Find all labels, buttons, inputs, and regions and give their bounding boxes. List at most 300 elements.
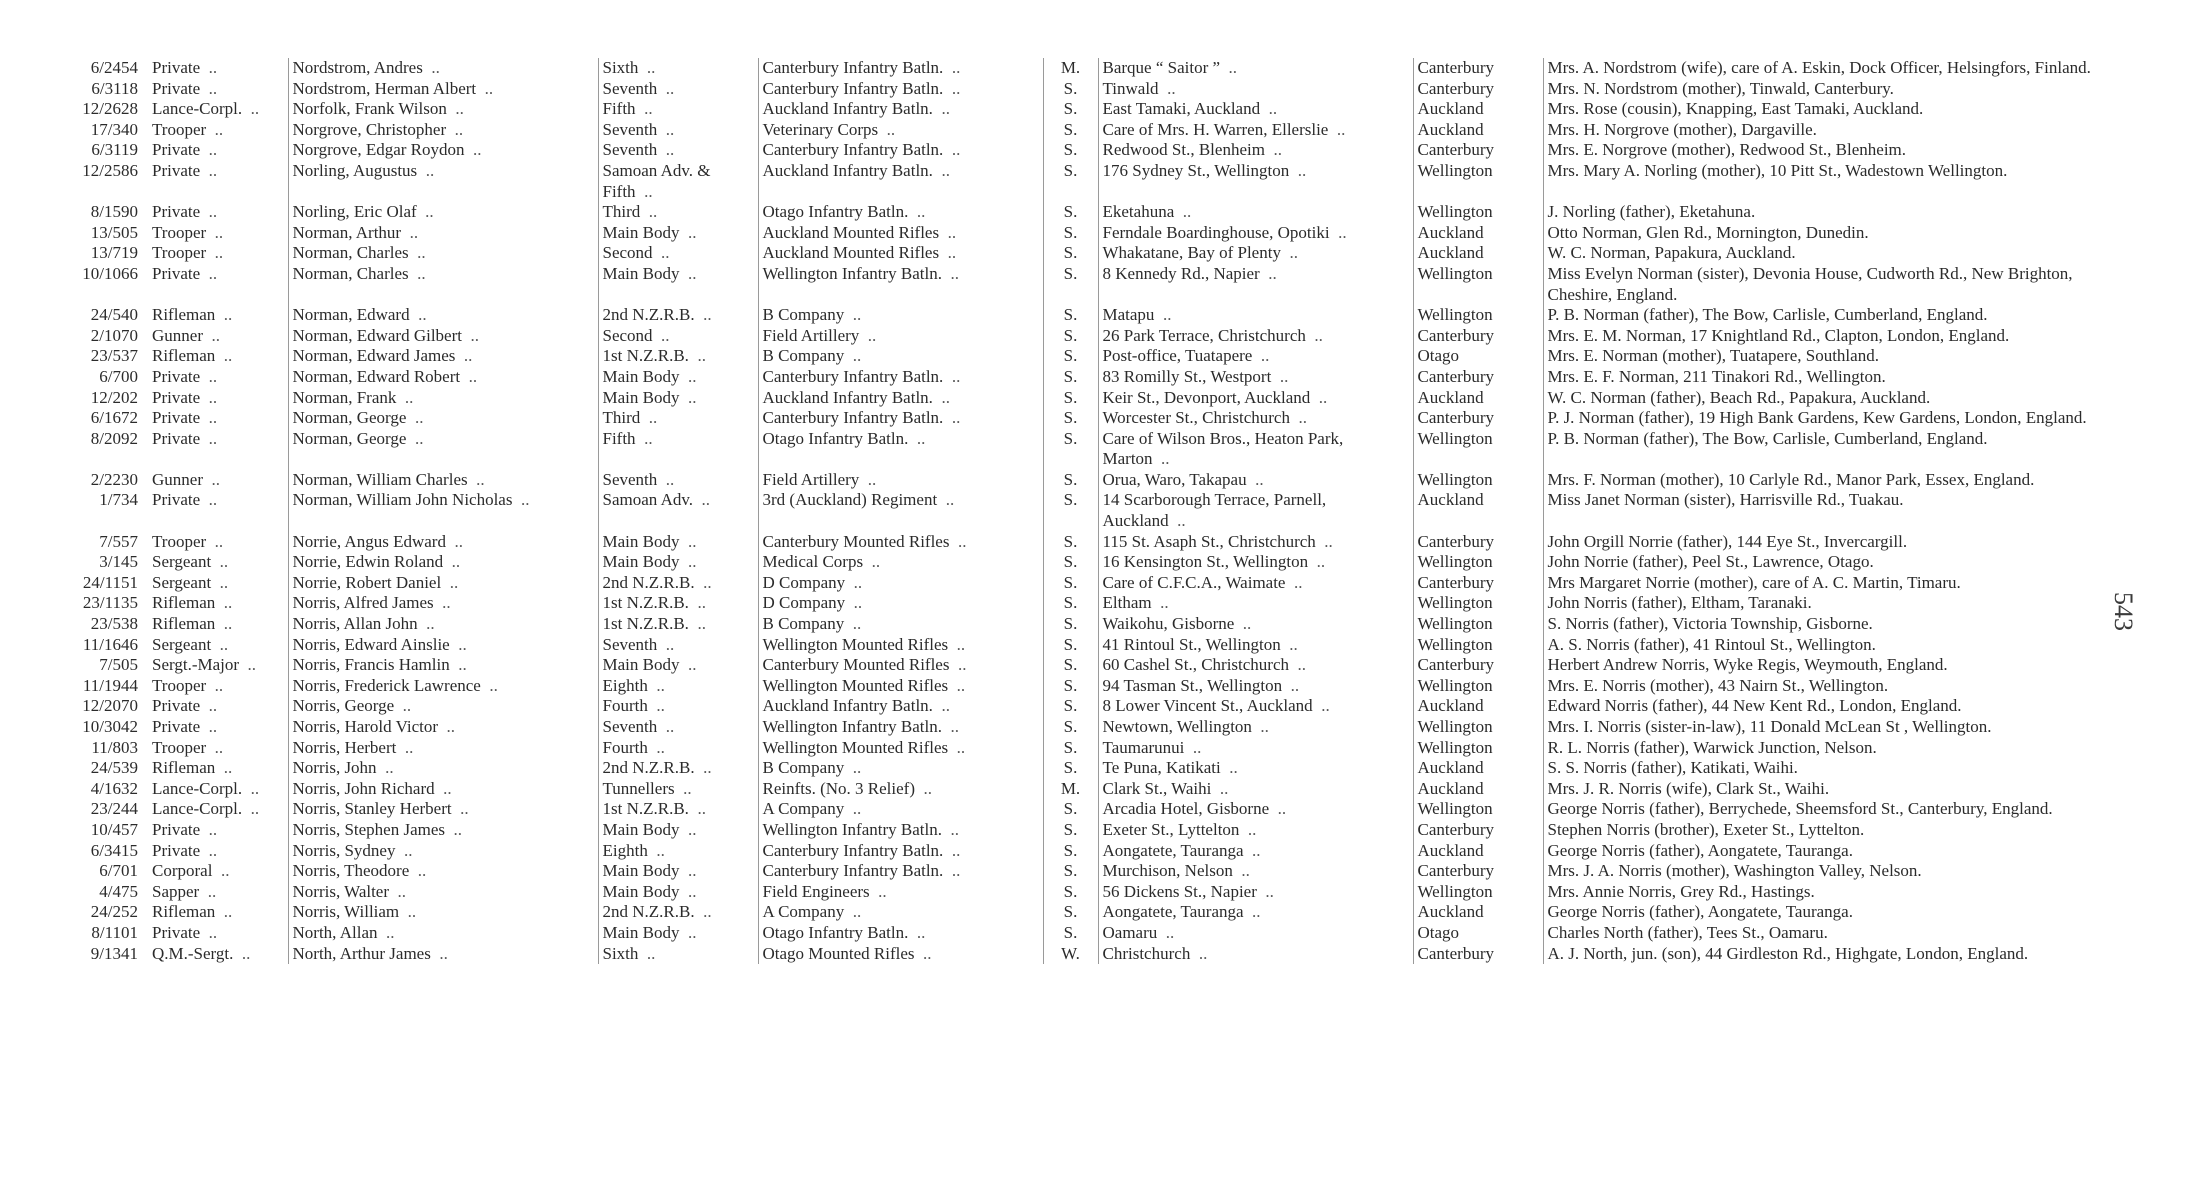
roll-cell-rank [148,573,288,594]
leader-dots: .. [200,717,218,736]
corps-text: Canterbury Infantry Batln. [762,58,944,77]
roll-cell-marital-status [1043,367,1098,388]
roll-cell-next-of-kin [1543,388,2138,409]
roll-cell-regimental-number [58,79,148,100]
roll-cell-draft-unit [598,346,758,367]
roll-cell-rank [148,902,288,923]
roll-cell-corps [758,243,1043,264]
roll-cell-last-address [1098,120,1413,141]
roll-cell-soldier-name [288,573,598,594]
district-text: Auckland [1417,778,1484,798]
regimental-number-text: 6/3119 [91,140,138,160]
roll-cell-soldier-name [288,161,598,202]
rank-text: Private [152,490,201,510]
roll-cell-rank [148,779,288,800]
roll-cell-rank [148,820,288,841]
next-of-kin-text: Charles North (father), Tees St., Oamaru. [1547,922,1828,942]
regimental-number-text: 23/538 [90,614,138,634]
leader-dots: .. [206,119,224,139]
corps-text: B Company [762,346,845,366]
roll-cell-next-of-kin [1543,758,2138,779]
marital-status-text: S. [1063,243,1078,263]
district-text: Wellington [1417,717,1493,736]
roll-cell-regimental-number [58,58,148,79]
corps-text: Canterbury Infantry Batln. [762,366,944,386]
roll-row [58,717,2138,738]
roll-cell-district [1413,614,1543,635]
roll-cell-marital-status [1043,161,1098,202]
roll-cell-corps [758,532,1043,553]
leader-dots: .. [679,531,697,551]
next-of-kin-text: Mrs. J. R. Norris (wife), Clark St., Waihi. [1547,778,1830,798]
last-address-text: Care of C.F.C.A., Waimate [1102,572,1286,592]
leader-dots: .. [200,490,218,510]
soldier-name-text: Norris, John Richard [292,778,435,798]
leader-dots: .. [422,58,440,77]
last-address-text: Clark St., Waihi [1102,778,1212,798]
leader-dots: .. [908,428,926,448]
last-address-text: Eketahuna [1102,202,1175,222]
next-of-kin-text: John Norrie (father), Peel St., Lawrence, Otago. [1547,552,1874,572]
roll-cell-regimental-number [58,676,148,697]
roll-cell-next-of-kin [1543,820,2138,841]
corps-text: A Company [762,902,845,922]
roll-cell-next-of-kin [1543,429,2138,470]
last-address-text: Aongatete, Tauranga [1102,840,1244,860]
roll-cell-corps [758,346,1043,367]
rank-text: Private [152,202,201,222]
district-text: Wellington [1417,737,1493,757]
regimental-number-text: 17/340 [90,119,138,139]
leader-dots: .. [1220,758,1238,778]
soldier-name-text: Norris, William [292,902,400,922]
draft-unit-text: Eighth [602,840,648,860]
roll-cell-last-address [1098,408,1413,429]
draft-unit-text: 2nd N.Z.R.B. [602,305,695,325]
soldier-name-text: Norman, Charles [292,243,409,263]
draft-unit-text: Sixth [602,58,639,77]
rank-text: Private [152,408,201,428]
marital-status-text: S. [1063,222,1078,242]
district-text: Wellington [1417,263,1493,283]
roll-cell-soldier-name [288,944,598,965]
roll-cell-next-of-kin [1543,58,2138,79]
draft-unit-text: Seventh [602,634,658,654]
leader-dots: .. [389,881,407,901]
leader-dots: .. [941,263,959,283]
rank-text: Private [152,160,201,180]
rank-text: Sergt.-Major [152,655,240,675]
draft-unit-text: Seventh [602,717,658,736]
leader-dots: .. [242,799,260,819]
roll-cell-draft-unit [598,367,758,388]
regimental-number-text: 8/1590 [90,202,138,222]
leader-dots: .. [233,943,251,963]
leader-dots: .. [679,366,697,386]
regimental-number-text: 24/540 [90,305,138,325]
corps-text: Auckland Mounted Rifles [762,222,940,242]
rank-text: Sergeant [152,572,212,592]
roll-cell-rank [148,264,288,305]
roll-cell-draft-unit [598,902,758,923]
leader-dots: .. [1184,737,1202,757]
roll-cell-rank [148,696,288,717]
roll-cell-district [1413,635,1543,656]
regimental-number-text: 4/1632 [90,778,138,798]
roll-cell-next-of-kin [1543,408,2138,429]
leader-dots: .. [1220,58,1238,77]
roll-cell-corps [758,326,1043,347]
roll-cell-soldier-name [288,676,598,697]
roll-cell-regimental-number [58,305,148,326]
leader-dots: .. [449,655,467,675]
leader-dots: .. [844,346,862,366]
leader-dots: .. [647,696,665,716]
leader-dots: .. [464,140,482,160]
roll-cell-corps [758,779,1043,800]
roll-row [58,367,2138,388]
roll-cell-soldier-name [288,655,598,676]
last-address-text: Post-office, Tuatapere [1102,346,1253,366]
leader-dots: .. [408,243,426,263]
regimental-number-text: 6/701 [99,861,138,881]
draft-unit-text: Main Body [602,531,680,551]
corps-text: B Company [762,758,845,778]
leader-dots: .. [949,531,967,551]
leader-dots: .. [1329,222,1347,242]
corps-text: Auckland Infantry Batln. [762,387,933,407]
marital-status-text: S. [1063,614,1078,634]
roll-cell-corps [758,635,1043,656]
roll-cell-soldier-name [288,140,598,161]
roll-cell-marital-status [1043,593,1098,614]
roll-cell-rank [148,861,288,882]
roll-cell-corps [758,202,1043,223]
draft-unit-text: Samoan Adv. [602,490,694,510]
roll-cell-district [1413,902,1543,923]
roll-cell-rank [148,161,288,202]
roll-cell-marital-status [1043,120,1098,141]
roll-cell-district [1413,573,1543,594]
next-of-kin-text: W. C. Norman (father), Beach Rd., Papakura, Auckland. [1547,387,1931,407]
roll-cell-marital-status [1043,635,1098,656]
soldier-name-text: North, Arthur James [292,943,431,963]
roll-cell-rank [148,58,288,79]
next-of-kin-text: Mrs Margaret Norrie (mother), care of A. C. Martin, Timaru. [1547,572,1961,592]
soldier-name-text: Norris, Frederick Lawrence [292,675,481,695]
rank-text: Trooper [152,222,207,242]
leader-dots: .. [433,593,451,613]
roll-cell-last-address [1098,470,1413,491]
corps-text: Auckland Infantry Batln. [762,696,933,716]
roll-cell-draft-unit [598,490,758,531]
roll-cell-soldier-name [288,552,598,573]
rank-text: Rifleman [152,305,216,325]
roll-row [58,738,2138,759]
roll-row [58,99,2138,120]
next-of-kin-text: Herbert Andrew Norris, Wyke Regis, Weymouth, England. [1547,655,1948,675]
leader-dots: .. [441,572,459,592]
roll-row [58,944,2138,965]
next-of-kin-text: Mrs. A. Nordstrom (wife), care of A. Eskin, Dock Officer, Helsingfors, Finland. [1547,58,2091,77]
draft-unit-text: Main Body [602,222,680,242]
roll-cell-last-address [1098,161,1413,202]
regimental-number-text: 10/1066 [82,263,138,283]
leader-dots: .. [200,263,218,283]
roll-cell-soldier-name [288,614,598,635]
last-address-text: 176 Sydney St., Wellington [1102,160,1290,180]
draft-unit-text: Sixth [602,943,639,963]
leader-dots: .. [202,325,220,345]
corps-text: 3rd (Auckland) Regiment [762,490,938,510]
last-address-text: 16 Kensington St., Wellington [1102,552,1309,572]
leader-dots: .. [688,614,706,634]
roll-cell-marital-status [1043,779,1098,800]
roll-cell-rank [148,140,288,161]
roll-row [58,882,2138,903]
marital-status-text: S. [1063,881,1078,901]
roll-cell-district [1413,738,1543,759]
roll-cell-district [1413,861,1543,882]
draft-unit-text: Seventh [602,140,658,160]
leader-dots: .. [1246,469,1264,489]
district-text: Canterbury [1417,78,1494,98]
leader-dots: .. [200,387,218,407]
roll-cell-marital-status [1043,79,1098,100]
leader-dots: .. [200,840,218,860]
regimental-number-text: 13/505 [90,222,138,242]
next-of-kin-text: Mrs. Mary A. Norling (mother), 10 Pitt St., Wadestown Wellington. [1547,160,2008,180]
roll-cell-regimental-number [58,779,148,800]
leader-dots: .. [914,943,932,963]
draft-unit-text: Tunnellers [602,778,675,798]
roll-cell-marital-status [1043,944,1098,965]
roll-cell-last-address [1098,738,1413,759]
leader-dots: .. [1243,840,1261,860]
roll-cell-next-of-kin [1543,223,2138,244]
leader-dots: .. [206,675,224,695]
roll-cell-draft-unit [598,841,758,862]
roll-cell-last-address [1098,140,1413,161]
roll-cell-marital-status [1043,820,1098,841]
roll-cell-district [1413,552,1543,573]
corps-text: Wellington Mounted Rifles [762,675,949,695]
roll-cell-district [1413,758,1543,779]
last-address-text: 94 Tasman St., Wellington [1102,675,1283,695]
leader-dots: .. [200,428,218,448]
leader-dots: .. [211,572,229,592]
regimental-number-text: 9/1341 [90,943,138,963]
leader-dots: .. [943,78,961,98]
leader-dots: .. [211,552,229,572]
district-text: Otago [1417,922,1460,942]
roll-row [58,140,2138,161]
roll-cell-regimental-number [58,161,148,202]
corps-text: Canterbury Infantry Batln. [762,140,944,160]
leader-dots: .. [1260,99,1278,119]
roll-cell-regimental-number [58,326,148,347]
roll-cell-marital-status [1043,202,1098,223]
leader-dots: .. [679,222,697,242]
next-of-kin-text: Mrs. E. F. Norman, 211 Tinakori Rd., Wellington. [1547,366,1886,386]
draft-unit-text: Main Body [602,819,680,839]
leader-dots: .. [638,943,656,963]
leader-dots: .. [1312,696,1330,716]
roll-cell-last-address [1098,243,1413,264]
roll-cell-district [1413,346,1543,367]
last-address-text: Care of Wilson Bros., Heaton Park, Marton [1102,428,1344,469]
roll-row [58,532,2138,553]
district-text: Wellington [1417,305,1493,325]
roll-cell-corps [758,305,1043,326]
roll-cell-marital-status [1043,717,1098,738]
roll-cell-next-of-kin [1543,717,2138,738]
rank-text: Private [152,78,201,98]
rank-text: Trooper [152,675,207,695]
leader-dots: .. [476,78,494,98]
leader-dots: .. [416,202,434,222]
roll-cell-regimental-number [58,264,148,305]
roll-cell-next-of-kin [1543,696,2138,717]
roll-cell-soldier-name [288,635,598,656]
roll-cell-next-of-kin [1543,264,2138,305]
roll-cell-last-address [1098,799,1413,820]
regimental-number-text: 23/244 [90,799,138,819]
roll-cell-last-address [1098,305,1413,326]
marital-status-text: S. [1063,78,1078,98]
leader-dots: .. [844,799,862,819]
leader-dots: .. [844,758,862,778]
corps-text: Auckland Mounted Rifles [762,243,940,263]
roll-cell-corps [758,696,1043,717]
roll-cell-soldier-name [288,799,598,820]
leader-dots: .. [1328,119,1346,139]
marital-status-text: S. [1063,737,1078,757]
roll-cell-next-of-kin [1543,738,2138,759]
roll-cell-soldier-name [288,243,598,264]
roll-cell-draft-unit [598,305,758,326]
leader-dots: .. [467,469,485,489]
draft-unit-text: Main Body [602,881,680,901]
roll-cell-draft-unit [598,573,758,594]
leader-dots: .. [679,552,697,572]
leader-dots: .. [908,922,926,942]
next-of-kin-text: P. J. Norman (father), 19 High Bank Gardens, Kew Gardens, London, England. [1547,408,2087,428]
roll-cell-last-address [1098,326,1413,347]
district-text: Wellington [1417,593,1493,613]
roll-cell-regimental-number [58,882,148,903]
roll-cell-corps [758,923,1043,944]
last-address-text: Worcester St., Christchurch [1102,408,1290,428]
roll-cell-regimental-number [58,490,148,531]
soldier-name-text: Norling, Eric Olaf [292,202,417,222]
roll-cell-draft-unit [598,429,758,470]
roll-row [58,820,2138,841]
roll-cell-district [1413,120,1543,141]
roll-cell-marital-status [1043,408,1098,429]
roll-cell-next-of-kin [1543,367,2138,388]
soldier-name-text: Norris, Alfred James [292,593,434,613]
leader-dots: .. [859,325,877,345]
leader-dots: .. [859,469,877,489]
leader-dots: .. [869,881,887,901]
roll-cell-next-of-kin [1543,470,2138,491]
regimental-number-text: 12/2586 [82,160,138,180]
leader-dots: .. [647,840,665,860]
leader-dots: .. [200,696,218,716]
roll-cell-district [1413,655,1543,676]
district-text: Auckland [1417,758,1484,778]
leader-dots: .. [1211,778,1229,798]
rank-text: Rifleman [152,346,216,366]
last-address-text: Orua, Waro, Takapau [1102,469,1247,489]
marital-status-text: S. [1063,655,1078,675]
roll-row [58,696,2138,717]
soldier-name-text: Norris, Stephen James [292,819,446,839]
leader-dots: .. [1234,614,1252,634]
last-address-text: Christchurch [1102,943,1191,963]
roll-cell-rank [148,676,288,697]
roll-cell-rank [148,738,288,759]
roll-cell-corps [758,470,1043,491]
next-of-kin-text: George Norris (father), Aongatete, Tauranga. [1547,902,1853,922]
leader-dots: .. [200,140,218,160]
leader-dots: .. [406,428,424,448]
leader-dots: .. [943,366,961,386]
regimental-number-text: 13/719 [90,243,138,263]
draft-unit-text: Third [602,202,641,222]
roll-cell-rank [148,223,288,244]
roll-cell-last-address [1098,223,1413,244]
roll-cell-district [1413,305,1543,326]
rank-text: Sergeant [152,634,212,654]
draft-unit-text: Second [602,325,653,345]
soldier-name-text: Nordstrom, Andres [292,58,423,77]
roll-cell-district [1413,779,1543,800]
roll-cell-regimental-number [58,120,148,141]
roll-cell-rank [148,120,288,141]
district-text: Wellington [1417,881,1493,901]
roll-cell-district [1413,243,1543,264]
roll-cell-corps [758,820,1043,841]
roll-row [58,58,2138,79]
next-of-kin-text: Mrs. J. A. Norris (mother), Washington Valley, Nelson. [1547,861,1922,881]
roll-cell-draft-unit [598,696,758,717]
roll-cell-next-of-kin [1543,779,2138,800]
roll-cell-soldier-name [288,470,598,491]
next-of-kin-text: Miss Janet Norman (sister), Harrisville Rd., Tuakau. [1547,490,1904,510]
roll-cell-next-of-kin [1543,202,2138,223]
roll-cell-draft-unit [598,676,758,697]
draft-unit-text: Seventh [602,78,658,98]
corps-text: B Company [762,305,845,325]
leader-dots: .. [394,696,412,716]
roll-cell-regimental-number [58,820,148,841]
leader-dots: .. [406,408,424,428]
leader-dots: .. [417,160,435,180]
roll-cell-regimental-number [58,923,148,944]
next-of-kin-text: Mrs. H. Norgrove (mother), Dargaville. [1547,119,1817,139]
draft-unit-text: Fifth [602,428,636,448]
leader-dots: .. [512,490,530,510]
draft-unit-text: Third [602,408,641,428]
leader-dots: .. [943,840,961,860]
roll-cell-last-address [1098,388,1413,409]
roll-cell-corps [758,593,1043,614]
roll-cell-marital-status [1043,552,1098,573]
corps-text: Field Artillery [762,325,860,345]
soldier-name-text: Norris, Allan John [292,614,418,634]
